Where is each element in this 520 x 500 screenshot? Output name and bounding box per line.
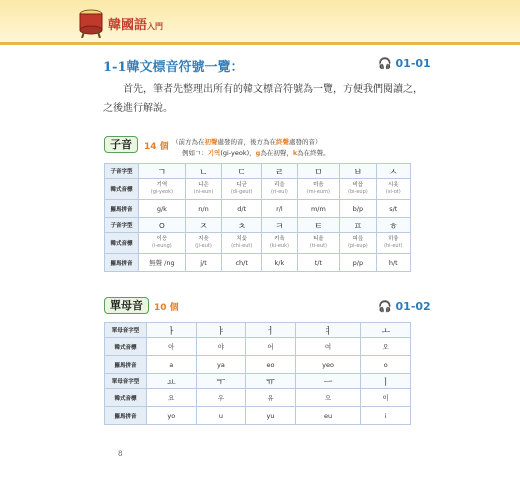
vowel-char: ㅣ xyxy=(361,374,411,389)
consonant-count: 14 個 xyxy=(144,142,169,152)
consonant-name: 기역 (gi-yeok) xyxy=(139,179,186,200)
row-label: 韓式音標 xyxy=(105,389,147,407)
vowel-char: ㅏ xyxy=(147,323,197,338)
consonant-name: 지읒 (ji-eut) xyxy=(185,233,221,254)
consonant-roman: t/t xyxy=(297,254,339,272)
vowel-roman: yo xyxy=(147,407,197,425)
vowel-hangul: 어 xyxy=(246,338,296,356)
consonant-roman: d/t xyxy=(222,200,262,218)
consonant-name: 니은 (ni-eun) xyxy=(185,179,221,200)
header-divider xyxy=(0,42,520,45)
vowel-char: ㅡ xyxy=(295,374,361,389)
vowel-char: ㅕ xyxy=(295,323,361,338)
vowel-label: 單母音 xyxy=(104,297,149,314)
consonant-table xyxy=(104,163,411,272)
consonant-name: 피읖 (pi-eup) xyxy=(340,233,376,254)
row-label: 韓式音標 xyxy=(105,179,139,200)
vowel-char: ㅗ xyxy=(361,323,411,338)
consonant-name: 키읔 (ki-euk) xyxy=(262,233,298,254)
consonant-name: 이응 (i-eung) xyxy=(139,233,186,254)
consonant-name: 치읓 (chi-eut) xyxy=(222,233,262,254)
drum-icon xyxy=(78,8,104,38)
consonant-name: 미음 (mi-eum) xyxy=(297,179,339,200)
consonant-char: ㄴ xyxy=(185,164,221,179)
consonant-label: 子音 xyxy=(104,136,138,153)
vowel-char: ㅑ xyxy=(196,323,246,338)
vowel-char-row xyxy=(105,323,411,338)
page-number: 8 xyxy=(118,450,123,458)
consonant-char: ㅅ xyxy=(376,164,410,179)
consonant-roman: ch/t xyxy=(222,254,262,272)
consonant-char: ㄷ xyxy=(222,164,262,179)
vowel-roman-row xyxy=(105,407,411,425)
vowel-hangul: 으 xyxy=(295,389,361,407)
row-label: 韓式音標 xyxy=(105,338,147,356)
consonant-note-2: 例如ㄱ：기역(gi-yeok)，g為在初聲，k為在終聲。 xyxy=(182,149,330,157)
row-label: 單母音字型 xyxy=(105,374,147,389)
consonant-roman-row xyxy=(105,200,411,218)
consonant-roman: k/k xyxy=(262,254,298,272)
audio-track-01-01[interactable]: 🎧 01-01 xyxy=(378,57,431,70)
consonant-name: 시옷 (si-ot) xyxy=(376,179,410,200)
vowel-table xyxy=(104,322,411,425)
vowel-hangul: 우 xyxy=(196,389,246,407)
consonant-char-row xyxy=(105,218,411,233)
consonant-char: ㅁ xyxy=(297,164,339,179)
book-title: 韓國語入門 xyxy=(108,18,164,33)
consonant-roman: m/m xyxy=(297,200,339,218)
vowel-roman: i xyxy=(361,407,411,425)
consonant-roman: r/l xyxy=(262,200,298,218)
consonant-roman-row xyxy=(105,254,411,272)
consonant-roman: p/p xyxy=(340,254,376,272)
vowel-hangul: 여 xyxy=(295,338,361,356)
vowel-char: ㅜ xyxy=(196,374,246,389)
row-label: 子音字型 xyxy=(105,164,139,179)
vowel-char: ㅓ xyxy=(246,323,296,338)
row-label: 韓式音標 xyxy=(105,233,139,254)
row-label: 羅馬拼音 xyxy=(105,200,139,218)
vowel-hangul: 오 xyxy=(361,338,411,356)
vowel-roman: yeo xyxy=(295,356,361,374)
row-label: 羅馬拼音 xyxy=(105,407,147,425)
consonant-name: 비읍 (bi-eup) xyxy=(340,179,376,200)
consonant-hangul-row xyxy=(105,233,411,254)
consonant-char: ㅇ xyxy=(139,218,186,233)
vowel-hangul-row xyxy=(105,389,411,407)
vowel-count: 10 個 xyxy=(154,303,179,313)
consonant-name: 히읗 (hi-eut) xyxy=(376,233,410,254)
vowel-roman: u xyxy=(196,407,246,425)
consonant-roman: g/k xyxy=(139,200,186,218)
consonant-char: ㄱ xyxy=(139,164,186,179)
row-label: 子音字型 xyxy=(105,218,139,233)
consonant-name: 리을 (ri-eul) xyxy=(262,179,298,200)
consonant-char: ㅋ xyxy=(262,218,298,233)
consonant-char: ㄹ xyxy=(262,164,298,179)
consonant-name: 디귿 (di-geut) xyxy=(222,179,262,200)
vowel-char: ㅠ xyxy=(246,374,296,389)
section-title: 1-1韓文標音符號一覽： xyxy=(103,60,244,75)
vowel-roman: yu xyxy=(246,407,296,425)
audio-track-01-02[interactable]: 🎧 01-02 xyxy=(378,300,431,313)
consonant-char: ㅌ xyxy=(297,218,339,233)
consonant-note-1: （前方為在初聲處發的音，後方為在終聲處發的音） xyxy=(172,138,322,146)
consonant-hangul-row xyxy=(105,179,411,200)
vowel-char: ㅛ xyxy=(147,374,197,389)
vowel-roman: eo xyxy=(246,356,296,374)
consonant-char: ㅍ xyxy=(340,218,376,233)
vowel-hangul: 요 xyxy=(147,389,197,407)
consonant-roman: j/t xyxy=(185,254,221,272)
consonant-roman: h/t xyxy=(376,254,410,272)
consonant-char: ㅊ xyxy=(222,218,262,233)
consonant-char: ㅂ xyxy=(340,164,376,179)
consonant-roman: s/t xyxy=(376,200,410,218)
consonant-name: 티읕 (ti-eut) xyxy=(297,233,339,254)
consonant-char: ㅈ xyxy=(185,218,221,233)
row-label: 單母音字型 xyxy=(105,323,147,338)
consonant-char-row xyxy=(105,164,411,179)
vowel-roman: eu xyxy=(295,407,361,425)
vowel-roman: ya xyxy=(196,356,246,374)
consonant-roman: 無聲 /ng xyxy=(139,254,186,272)
vowel-hangul: 이 xyxy=(361,389,411,407)
vowel-hangul: 야 xyxy=(196,338,246,356)
consonant-roman: n/n xyxy=(185,200,221,218)
vowel-roman-row xyxy=(105,356,411,374)
row-label: 羅馬拼音 xyxy=(105,254,139,272)
consonant-roman: b/p xyxy=(340,200,376,218)
consonant-char: ㅎ xyxy=(376,218,410,233)
vowel-hangul: 유 xyxy=(246,389,296,407)
vowel-hangul-row xyxy=(105,338,411,356)
vowel-roman: o xyxy=(361,356,411,374)
vowel-roman: a xyxy=(147,356,197,374)
vowel-hangul: 아 xyxy=(147,338,197,356)
vowel-char-row xyxy=(105,374,411,389)
intro-paragraph: 首先，筆者先整理出所有的韓文標音符號為一覽，方便我們閱讀之，之後進行解說。 xyxy=(103,84,423,114)
row-label: 羅馬拼音 xyxy=(105,356,147,374)
